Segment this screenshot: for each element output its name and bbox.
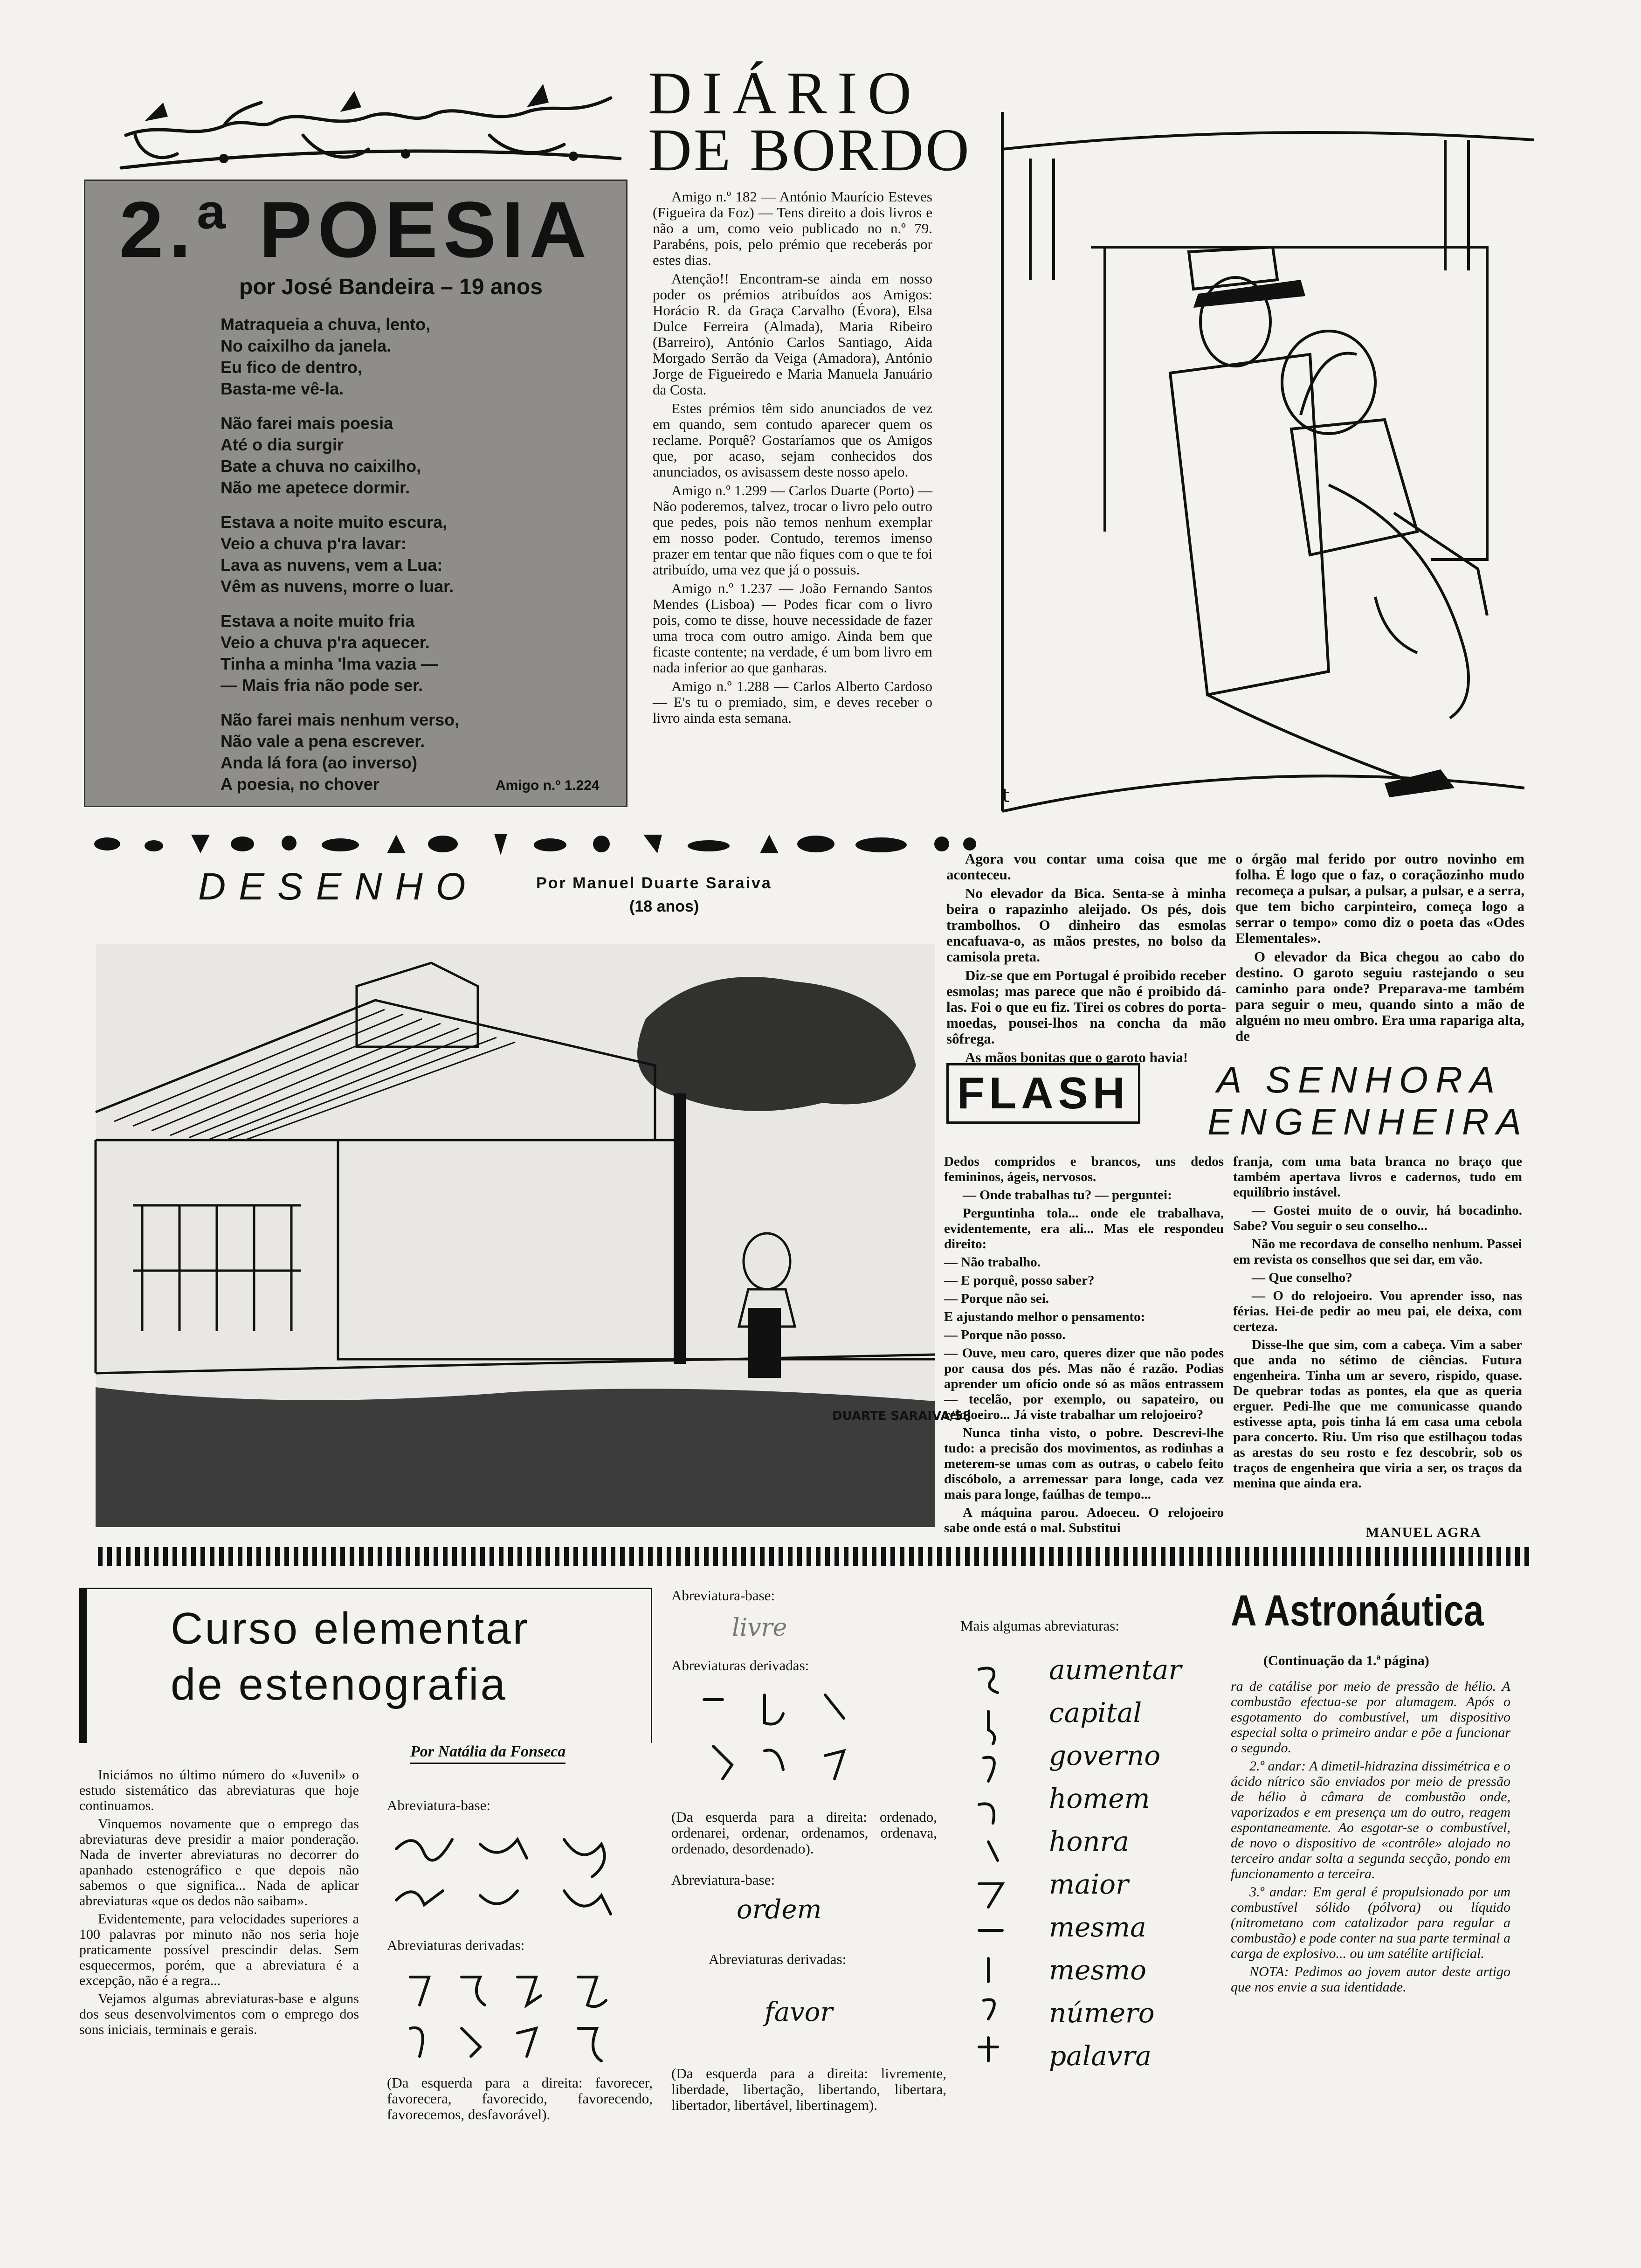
more-shorthand-glyphs bbox=[970, 1660, 1021, 2070]
poesia-byline: por José Bandeira – 19 anos bbox=[239, 275, 543, 299]
poesia-title: 2.ª POESIA bbox=[119, 186, 593, 274]
drawing-signature: DUARTE SARAIVA/58 bbox=[832, 1409, 972, 1423]
ex2-caption: (Da esquerda para a direita: ordenado, ordenarei, ordenar, ordenamos, ordenava, ordenado, desordenado). bbox=[671, 1809, 937, 1857]
diario-text-column: Amigo n.º 182 — António Maurício Esteves (Figueira da Foz) — Tens direito a dois livros e não a um, como veio publicado no n.º 79. Parabéns, pois, pelo prémio que receberás por estes dias. Atenção!! Encontram-se ainda em nosso poder os prémios atribuídos aos Amigos: Horácio R. da Graça Carvalho (Évora), Elsa Dulce Ferreira (Almada), Maria Ribeiro (Barreiro), António Carlos Santiago, Aida Morgado Serrão da Veiga (Amadora), António Jorge de Figueiredo e Maria Manuela Januário da Costa. Estes prémios têm sido anunciados de vez em quando, sem contudo aparecer quem os reclame. Porquê? Gostaríamos que os Amigos que, por acaso, sejam conhecidos dos anunciados, os avisassem deste nosso apelo. Amigo n.º 1.299 — Carlos Duarte (Porto) — Não poderemos, talvez, trocar o livro pelo outro que pedes, pois não temos nenhum exemplar em nosso poder. Contudo, teremos imenso prazer em tentar que não fiques com o que te foi atribuído, uma vez que já o possuis. Amigo n.º 1.237 — João Fernando Santos Mendes (Lisboa) — Podes ficar com o livro pois, como te disse, houve necessidade de fazer uma troca com outro amigo. Ainda bem que ficaste contente; na verdade, é um bom livro em nada inferior ao que ganharas. Amigo n.º 1.288 — Carlos Alberto Cardoso — E's tu o premiado, sim, e deves receber o livro ainda esta semana. bbox=[653, 188, 932, 726]
ex2-derived-label: Abreviaturas derivadas: bbox=[671, 1657, 809, 1673]
animals-frieze-illustration bbox=[89, 830, 988, 858]
ex3-base-word: ordem bbox=[737, 1895, 822, 1925]
ex3-derived-label: Abreviaturas derivadas: bbox=[709, 1951, 847, 1967]
curso-intro-column: Iniciámos no último número do «Juvenil» o estudo sistemático das abreviaturas que hoje continuamos. Vinquemos novamente que o emprego das abreviaturas deve presidir a maior ponderação. Nada de inverter abreviaturas no decorrer do apanhado estenográfico e que depois não sabemos o que significa... Nada de aplicar abreviaturas «que os dedos não saibam». Evidentemente, para velocidades superiores a 100 palavras por minuto não nos seria hoje praticamente possível prescindir delas. Sem esquecermos, porém, que a abreviatura é a excepção, não é a regra... Vejamos algumas abreviaturas-base e alguns dos seus desenvolvimentos com o emprego dos sons iniciais, terminais e gerais. bbox=[79, 1767, 359, 2037]
ex1-derived-label: Abreviaturas derivadas: bbox=[387, 1937, 525, 1953]
ex1-base-label: Abreviatura-base: bbox=[387, 1797, 491, 1813]
desenho-author-age: (18 anos) bbox=[629, 898, 699, 915]
poesia-box bbox=[84, 180, 627, 807]
flash-intro-col1: Agora vou contar uma coisa que me aconteceu. No elevador da Bica. Senta-se à minha beira o rapazinho aleijado. Os pés, dois trambolhos. O dinheiro das esmolas encafuava-o, as mãos prestes, no bolso da camisola preta. Diz-se que em Portugal é proibido receber esmolas; mas parece que não é proibido dá-las. Foi o que eu fiz. Tirei os cobres do porta-moedas, pousei-lhos na concha da mão sôfrega. As mãos bonitas que o garoto havia! bbox=[946, 850, 1226, 1065]
section-divider bbox=[98, 1547, 1534, 1566]
ex2-base-label: Abreviatura-base: bbox=[671, 1587, 775, 1604]
desenho-title: DESENHO bbox=[198, 865, 479, 908]
flash-author: MANUEL AGRA bbox=[1366, 1525, 1482, 1540]
flash-body-col1: Dedos compridos e brancos, uns dedos femininos, ágeis, nervosos. — Onde trabalhas tu? — perguntei: Perguntinha tola... onde ele trabalhava, evidentemente, era ali... Mas ele respondeu direito: — Não trabalho. — E porquê, posso saber? — Porque não sei. E ajustando melhor o pensamento: — Porque não posso. — Ouve, meu caro, queres dizer que não podes por causa dos pés. Mas não é razão. Podias aprender um ofício onde só as mãos entrassem — tecelão, por exemplo, ou sapateiro, ou relojoeiro... Já viste trabalhar um relojoeiro? Nunca tinha visto, o pobre. Descrevi-lhe tudo: a precisão dos movimentos, as rodinhas a meterem-se umas com as outras, o cabelo feito discóbolo, a arremessar para longe, cada vez mais para longe, faúlhas de tempo... A máquina parou. Adoeceu. O relojoeiro sabe onde está o mal. Substitui bbox=[944, 1154, 1224, 1535]
curso-title-line1: Curso elementar bbox=[171, 1604, 530, 1653]
flash-body-col2: franja, com uma bata branca no braço que também apertava livros e cadernos, tudo em equilíbrio instável. — Gostei muito de o ouvir, há bocadinho. Sabe? Vou seguir o seu conselho... Não me recordava de conselho nenhum. Passei em revista os conselhos que sei dar, em vão. — Que conselho? — O do relojoeiro. Vou aprender isso, nas férias. Hei-de pedir ao meu pai, ele deixa, com certeza. Disse-lhe que sim, com a cabeça. Vim a saber que anda no sétimo de ciências. Futura engenheira. Tinha um ar severo, rispido, quase. De quebrar todas as pontes, ela que as queria erguer. Pedi-lhe que me comunicasse quando estivesse apta, pois tinha lá em casa uma cebola para concerto. Riu. Um riso que estilhaçou todas as arestas do seu rosto e fez descobrir, sob os traços de engenheira que viria a ser, os traços da menina que ainda era. bbox=[1233, 1154, 1522, 1491]
diario-title-line1: DIÁRIO bbox=[648, 60, 922, 127]
curso-byline: Por Natália da Fonseca bbox=[410, 1743, 565, 1764]
flash-title-line1: A SENHORA bbox=[1217, 1059, 1503, 1100]
ex3-caption: (Da esquerda para a direita: livremente, liberdade, libertação, libertando, libertara, libertador, libertável, libertinagem). bbox=[671, 2065, 946, 2113]
ex2-base-word: livre bbox=[732, 1614, 787, 1642]
ex1-shorthand-derived bbox=[401, 1958, 634, 2070]
more-abbreviations-label: Mais algumas abreviaturas: bbox=[960, 1618, 1119, 1634]
astronautica-title: A Astronáutica bbox=[1231, 1586, 1484, 1635]
ex3-base-label: Abreviatura-base: bbox=[671, 1872, 775, 1888]
tram-man-boy-illustration bbox=[974, 112, 1548, 830]
street-drawing-illustration bbox=[96, 944, 972, 1527]
astronautica-text-column: ra de catálise por meio de pressão de hélio. A combustão efectua-se por alumagem. Após o esgotamento do combustível, um dispositivo especial solta o primeiro andar e põe a funcionar o segundo. 2.º andar: A dimetil-hidrazina dissimétrica e o ácido nítrico são enviados por meio de pressão de hélio à câmara de combustão onde, vaporizados e em presença um do outro, reagem espontaneamente. Ao esgotar-se o combustível, de novo o dispositivo de «contrôle» alojado no terceiro andar solta a segunda secção, pondo em funcionamento a terceira. 3.º andar: Em geral é propulsionado por um combustível sólido (pólvora) ou líquido (nitrometano com catalizador para regular a combustão) e pode conter na sua parte terminal a carga de explosivo... ou um satélite artificial. NOTA: Pedimos ao jovem autor deste artigo que nos envie a sua identidade. bbox=[1231, 1679, 1510, 1995]
flash-title-line2: ENGENHEIRA bbox=[1207, 1101, 1529, 1142]
ex2-shorthand-derived bbox=[690, 1681, 886, 1793]
horses-frieze-illustration bbox=[107, 65, 634, 182]
ex3-base2-word: favor bbox=[765, 1997, 833, 2027]
curso-title-line2: de estenografia bbox=[171, 1660, 507, 1709]
diario-title-line2: DE BORDO bbox=[648, 117, 971, 184]
svg-text:t: t bbox=[1002, 785, 1010, 807]
more-abbreviations-words: aumentar capital governo homem honra maior mesma mesmo número palavra bbox=[1049, 1654, 1182, 2072]
flash-intro-col2: o órgão mal ferido por outro novinho em folha. É logo que o faz, o coraçãozinho mudo recomeça a pulsar, a pulsar, a pulsar, e a serra, que tem bicho carpinteiro, começa logo a serrar o tempo» como diz o poeta das «Odes Elementales». O elevador da Bica chegou ao cabo do destino. O garoto seguiu rastejando o seu caminho para onde? Preparava-me também para seguir o meu, quando sinto a mão de alguém no meu ombro. Era uma rapariga alta, de bbox=[1235, 850, 1524, 1044]
poesia-signature: Amigo n.º 1.224 bbox=[496, 778, 600, 793]
ex1-caption: (Da esquerda para a direita: favorecer, favorecera, favorecido, favorecendo, favorecemos, desfavorável). bbox=[387, 2074, 653, 2123]
desenho-author: Por Manuel Duarte Saraiva bbox=[536, 874, 772, 892]
poesia-verses: Matraqueia a chuva, lento, No caixilho da janela. Eu fico de dentro, Basta-me vê-la. Não farei mais poesia Até o dia surgir Bate a chuva no caixilho, Não me apetece dormir. Estava a noite muito escura, Veio a chuva p'ra lavar: Lava as nuvens, vem a Lua: Vêm as nuvens, morre o luar. Estava a noite muito fria Veio a chuva p'ra aquecer. Tinha a minha 'lma vazia — — Mais fria não pode ser. Não farei mais nenhum verso, Não vale a pena escrever. Anda lá fora (ao inverso) A poesia, no chover bbox=[221, 315, 460, 794]
astronautica-subtitle: (Continuação da 1.ª página) bbox=[1263, 1653, 1429, 1668]
curso-title-box bbox=[79, 1588, 652, 1743]
flash-badge: FLASH bbox=[946, 1063, 1140, 1124]
ex1-shorthand-base bbox=[387, 1821, 639, 1933]
